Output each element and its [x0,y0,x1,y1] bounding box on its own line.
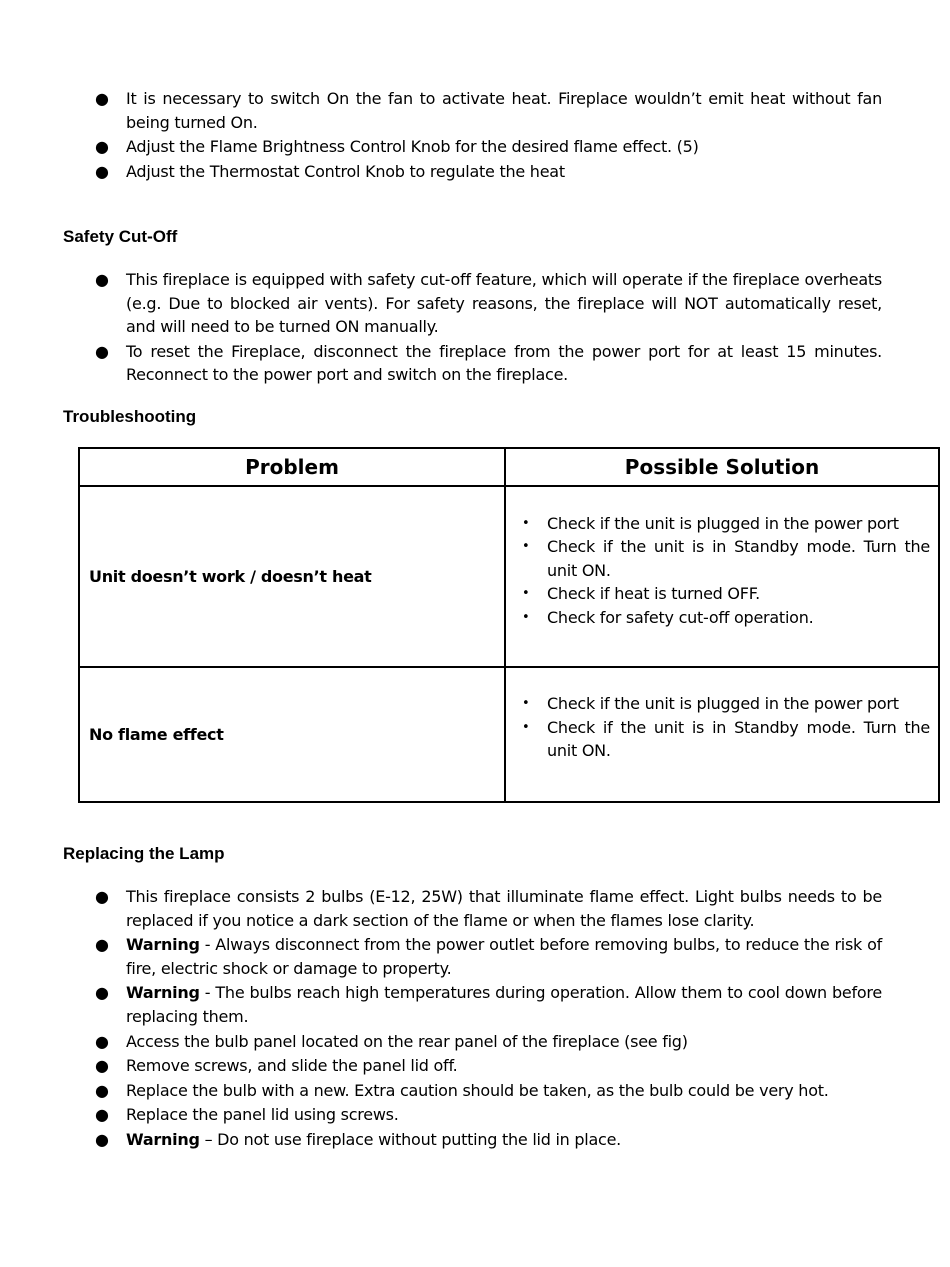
list-item: ● Adjust the Thermostat Control Knob to regulate the heat [90,160,882,184]
table-row [79,667,939,802]
problem-cell: No flame effect [79,667,505,802]
troubleshooting-heading: Troubleshooting [63,407,197,426]
safety-bullet-list [90,268,882,387]
column-header-problem: Problem [79,448,505,486]
bullet-icon: ● [95,983,109,1003]
list-item: ● Adjust the Flame Brightness Control Knob for the desired flame effect. (5) [90,135,882,159]
list-item: ● This fireplace is equipped with safety cut-off feature, which will operate if the fireplace overheats (e.g. Due to blocked air vents). For safety reasons, the fireplace will NOT automatically reset, and will need to be turned ON manually. [95,270,882,337]
solution-list [520,692,930,763]
intro-bullet-list [90,87,882,183]
bullet-icon: ● [95,161,109,181]
bullet-icon: ● [95,935,109,955]
table-header-row [79,448,939,486]
list-item: • Check if the unit is plugged in the power port [520,512,930,536]
bullet-icon: • [522,586,530,602]
bullet-icon: ● [95,887,109,906]
troubleshooting-table [78,447,940,803]
table-row [79,486,939,667]
list-item: ● Warning - The bulbs reach high temperatures during operation. Allow them to cool down before replacing them. [95,983,882,1026]
bullet-icon: ● [95,1080,109,1100]
bullet-icon: • [522,696,530,712]
lamp-heading: Replacing the Lamp [63,844,225,863]
bullet-icon: ● [95,1056,109,1076]
bullet-icon: • [522,609,530,625]
bullet-icon: • [522,539,530,555]
solution-cell [505,486,939,667]
bullet-icon: ● [95,1129,109,1149]
list-item: • Check if heat is turned OFF. [520,582,930,606]
solution-cell [505,667,939,802]
list-item: ● Warning - Always disconnect from the power outlet before removing bulbs, to reduce the risk of fire, electric shock or damage to property. [95,935,882,978]
safety-heading: Safety Cut-Off [63,227,178,246]
bullet-icon: ● [95,137,109,157]
list-item: • Check for safety cut-off operation. [520,606,930,630]
solution-list [520,512,930,630]
list-item: ● Access the bulb panel located on the rear panel of the fireplace (see fig) [90,1030,882,1054]
list-item: ● To reset the Fireplace, disconnect the fireplace from the power port for at least 15 minutes. Reconnect to the power port and switch on the fireplace. [95,341,882,385]
list-item: • Check if the unit is in Standby mode. Turn the unit ON. [522,537,930,580]
bullet-icon: ● [95,270,109,289]
bullet-icon: • [522,719,530,735]
list-item: ● Replace the panel lid using screws. [90,1103,882,1127]
column-header-solution: Possible Solution [505,448,939,486]
bullet-icon: ● [95,1105,109,1125]
list-item: ● It is necessary to switch On the fan to activate heat. Fireplace wouldn’t emit heat without fan being turned On. [95,89,882,132]
bullet-icon: • [522,515,530,531]
list-item: • Check if the unit is plugged in the power port [520,692,930,716]
bullet-icon: ● [95,341,109,361]
list-item: ● Remove screws, and slide the panel lid off. [90,1054,882,1078]
bullet-icon: ● [95,1031,109,1051]
list-item: ● Warning – Do not use fireplace without putting the lid in place. [90,1128,882,1152]
list-item: ● Replace the bulb with a new. Extra caution should be taken, as the bulb could be very hot. [90,1079,882,1103]
bullet-icon: ● [95,89,109,108]
list-item: ● This fireplace consists 2 bulbs (E-12, 25W) that illuminate flame effect. Light bulbs needs to be replaced if you notice a dark section of the flame or when the flames lose clarity. [95,887,882,930]
list-item: • Check if the unit is in Standby mode. Turn the unit ON. [522,717,930,761]
problem-cell: Unit doesn’t work / doesn’t heat [79,486,505,667]
lamp-bullet-list [90,885,882,1152]
